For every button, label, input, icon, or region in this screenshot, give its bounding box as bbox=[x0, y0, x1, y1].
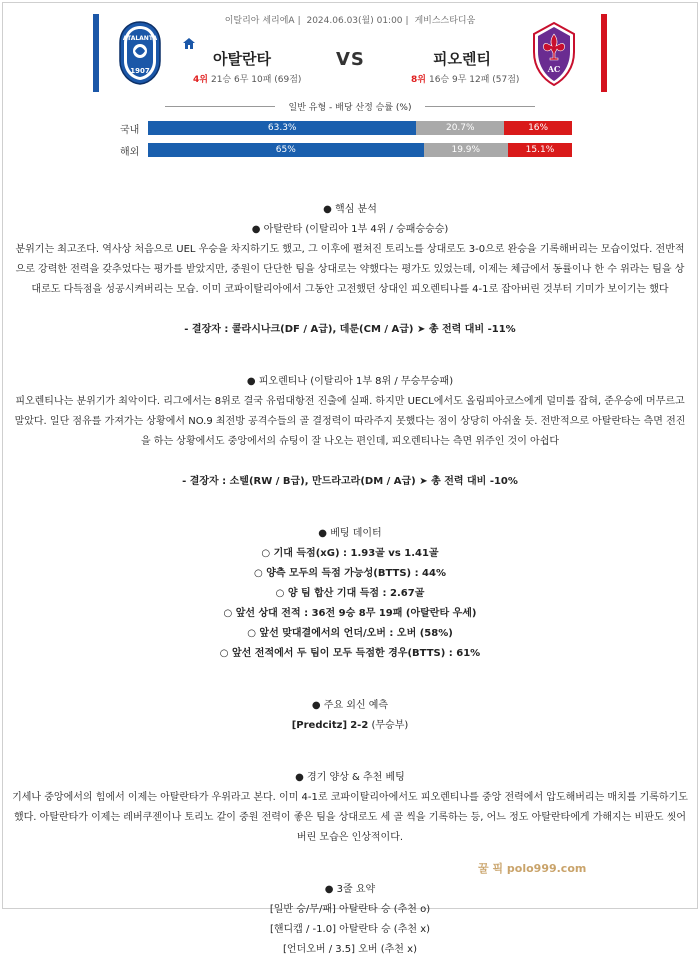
away-record-text: 16승 9무 12패 (57점) bbox=[428, 75, 520, 85]
prob-loss-segment: 16% bbox=[504, 121, 572, 135]
betting-item: ○ 기대 득점(xG) : 1.93골 vs 1.41골 bbox=[261, 548, 439, 559]
article-content bbox=[8, 200, 692, 960]
home-analysis-subtitle: ● 아탈란타 (이탈리아 1부 4위 / 승패승승승) bbox=[251, 224, 449, 235]
prediction-line bbox=[8, 716, 692, 736]
summary-line: [핸디캡 / -1.0] 아탈란타 승 (추천 x) bbox=[269, 924, 431, 935]
prob-draw-segment: 19.9% bbox=[424, 143, 508, 157]
away-team-logo bbox=[532, 22, 576, 90]
betting-item: ○ 앞선 맞대결에서의 언더/오버 : 오버 (58%) bbox=[247, 628, 453, 639]
home-logo-text: ATALANTA bbox=[122, 35, 158, 42]
summary-line: [언더오버 / 3.5] 오버 (추천 x) bbox=[283, 944, 417, 955]
title-line-right bbox=[425, 106, 535, 107]
probability-title-text: 일반 유형 - 배당 산정 승률 (%) bbox=[288, 103, 412, 113]
match-info: 이탈리아 세리에A | 2024.06.03(월) 01:00 | 게비스스타디움 bbox=[224, 16, 476, 26]
home-record bbox=[193, 72, 301, 85]
home-icon bbox=[183, 34, 195, 53]
betting-title: ● 베팅 데이터 bbox=[318, 528, 382, 539]
title-line-left bbox=[165, 106, 275, 107]
match-datetime: 2024.06.03(월) 01:00 bbox=[306, 16, 403, 26]
prob-bar-overseas bbox=[148, 143, 572, 157]
prob-draw-segment: 20.7% bbox=[416, 121, 504, 135]
away-logo-text: AC bbox=[547, 64, 561, 74]
venue-name: 게비스스타디움 bbox=[414, 16, 476, 26]
outlook-text: 기세나 중앙에서의 힘에서 이제는 아탈란타가 우위라고 본다. 이미 4-1로 코파이탈리아에서도 피오렌티나를 중앙 전력에서 압도해버리는 매치를 기록하기도 했다. 아탈란타가 이제는 레버쿠젠이나 토리노 같이 중원 전력이 좋은 팀을 상대로도 세 골 씩을 기록하는 등, 어느 정도 아탈란타에게 가해지는 비판도 씻어버린 모습은 인상적이다. bbox=[12, 792, 688, 843]
prob-row-label-overseas: 해외 bbox=[120, 147, 140, 158]
home-team-logo bbox=[118, 21, 162, 89]
prediction-source: [Predcitz] bbox=[291, 720, 348, 731]
home-rank: 4위 bbox=[193, 75, 208, 85]
away-analysis-text: 피오렌티나는 분위기가 최악이다. 리그에서는 8위로 결국 유럽대항전 진출에 실패. 하지만 UECL에서도 올림피아코스에게 덜미를 잡혀, 준우승에 머무르고 말았다. 일단 점유를 가져가는 상황에서 NO.9 최전방 공격수들의 골 결정력이 따라주지 못했다는 점이 상당히 아쉬울 듯. 전반적으로 아탈란타는 측면 전진을 하는 상황에서도 중앙에서의 슈팅이 잘 나오는 편인데, 피오렌티나는 측면 위주인 것이 아쉽다 bbox=[14, 396, 686, 447]
league-name: 이탈리아 세리에A bbox=[224, 16, 295, 26]
prob-loss-segment: 15.1% bbox=[508, 143, 572, 157]
betting-item: ○ 앞선 전적에서 두 팀이 모두 득점한 경우(BTTS) : 61% bbox=[219, 648, 481, 659]
prediction-note: (무승부) bbox=[371, 720, 409, 731]
prediction-title: ● 주요 외신 예측 bbox=[311, 700, 389, 711]
vs-label: VS bbox=[336, 49, 365, 70]
home-team-name: 아탈란타 bbox=[213, 50, 271, 68]
summary-title: ● 3줄 요약 bbox=[324, 884, 376, 895]
away-rank: 8위 bbox=[411, 75, 426, 85]
prob-win-segment: 65% bbox=[148, 143, 424, 157]
betting-item: ○ 앞선 상대 전적 : 36전 9승 8무 19패 (아탈란타 우세) bbox=[223, 608, 477, 619]
away-record bbox=[411, 72, 519, 85]
home-analysis-text: 분위기는 최고조다. 역사상 처음으로 UEL 우승을 차지하기도 했고, 그 이후에 펼쳐진 토리노를 상대로도 3-0으로 완승을 기록해버리는 모습이었다. 전반적으로 강력한 전력을 갖추었다는 평가를 받았지만, 중원이 단단한 팀을 상대로는 약했다는 평가도 있었는데, 이제는 체급에서 동률이나 한 수 위라는 팀을 상대로도 다득점을 성공시켜버리는 모습. 이미 코파이탈리아에서 그동안 고전했던 상대인 피오렌티나를 4-1로 잡아버린 것부터 기미가 보이기는 했다 bbox=[15, 244, 685, 295]
summary-line: [일반 승/무/패] 아탈란타 승 (추천 o) bbox=[269, 904, 431, 915]
site-watermark: 꿀 픽 polo999.com bbox=[478, 862, 587, 875]
prob-bar-domestic bbox=[148, 121, 572, 135]
betting-item: ○ 양 팀 합산 기대 득점 : 2.67골 bbox=[275, 588, 425, 599]
home-logo-year: 1907 bbox=[130, 67, 150, 75]
prob-row-label-domestic: 국내 bbox=[120, 125, 140, 136]
analysis-title: ● 핵심 분석 bbox=[323, 204, 377, 215]
probability-title bbox=[0, 100, 700, 113]
prob-win-segment: 63.3% bbox=[148, 121, 416, 135]
home-absentees: - 결장자 : 콜라시나크(DF / A급), 데룬(CM / A급) ➤ 총 전력 대비 -11% bbox=[184, 324, 516, 335]
outlook-title: ● 경기 양상 & 추천 베팅 bbox=[295, 772, 405, 783]
betting-item: ○ 양측 모두의 득점 가능성(BTTS) : 44% bbox=[254, 568, 446, 579]
away-team-name: 피오렌티 bbox=[433, 50, 491, 68]
home-record-text: 21승 6무 10패 (69점) bbox=[210, 75, 302, 85]
prediction-score: 2-2 bbox=[350, 720, 369, 731]
away-absentees: - 결장자 : 소텔(RW / B급), 만드라고라(DM / A급) ➤ 총 전력 대비 -10% bbox=[182, 476, 518, 487]
away-analysis-subtitle: ● 피오렌티나 (이탈리아 1부 8위 / 무승무승패) bbox=[246, 376, 454, 387]
